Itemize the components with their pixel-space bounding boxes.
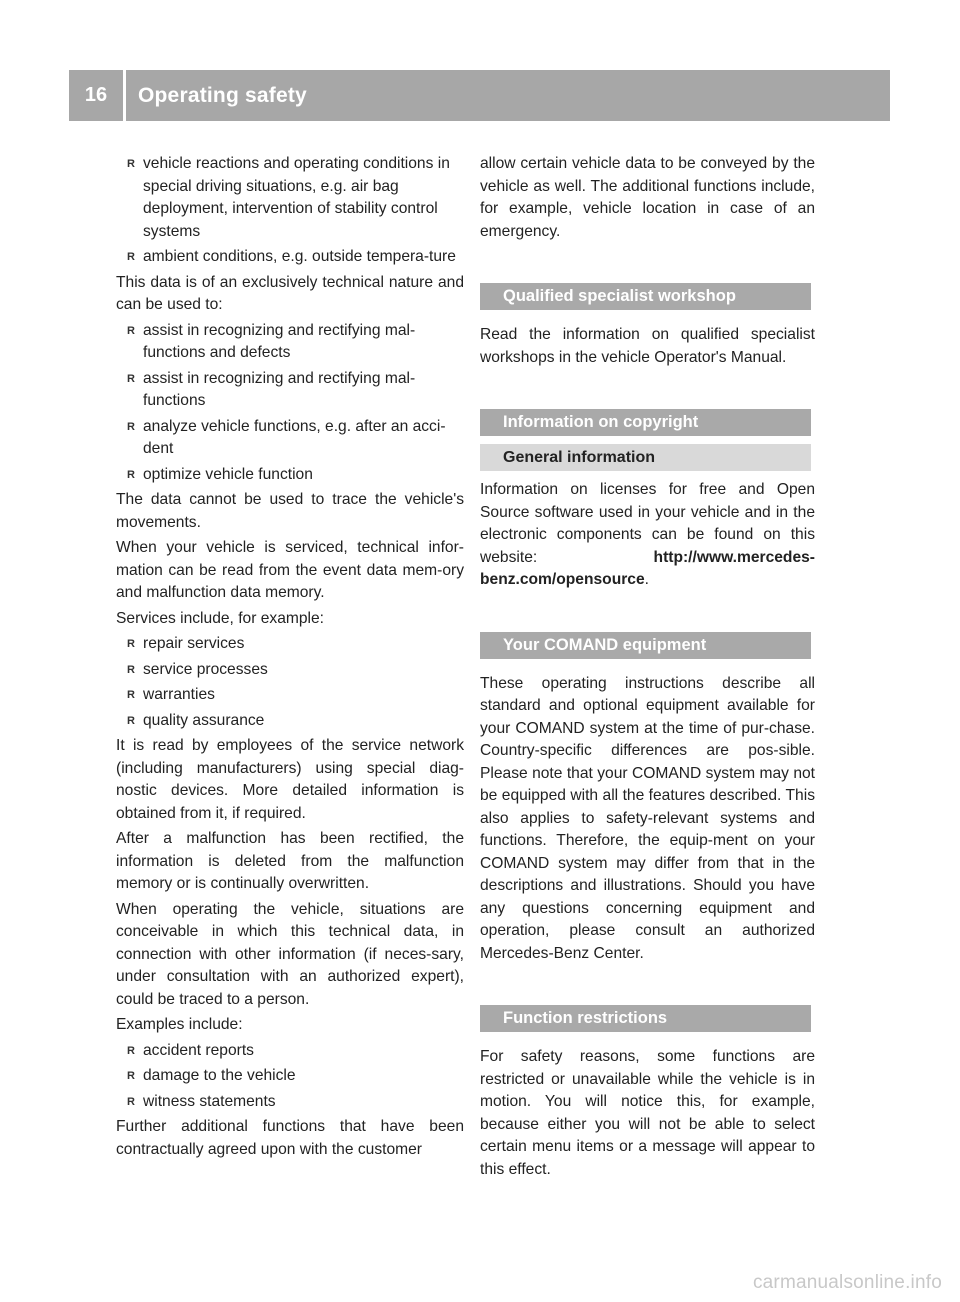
bullet-icon: R (127, 1095, 135, 1108)
list-item: R repair services (116, 633, 464, 656)
bullet-icon: R (127, 468, 135, 481)
bullet-icon: R (127, 251, 135, 263)
bullet-icon: R (127, 638, 135, 650)
paragraph: Read the information on qualified specialist workshops in the vehicle Operator's Manual. (480, 326, 815, 366)
bullet-icon: R (127, 420, 135, 433)
paragraph: Information on licenses for free and Open Source software used in your vehicle and in the electronic components can be found on this website: http://www.mercedes-benz.com/opensource. (480, 481, 815, 588)
section-heading-equipment: Your COMAND equipment (480, 632, 811, 659)
subsection-heading-general: General information (480, 444, 811, 471)
bullet-icon: R (127, 689, 135, 701)
list-item: R analyze vehicle functions, e.g. after an acci-dent (127, 417, 446, 457)
list-item: R optimize vehicle function (116, 464, 464, 487)
watermark: carmanualsonline.info (752, 1272, 942, 1293)
page-number: 16 (69, 70, 126, 121)
right-column (480, 153, 815, 1184)
bullet-icon: R (127, 324, 135, 337)
left-column (116, 153, 464, 1164)
paragraph: These operating instructions describe all standard and optional equipment available for your COMAND system at the time of pur-chase. Country-specific differences are pos-sible. Please note that your COMAND system may not be equipped with all the features described. This also applies to safety-relevant systems and functions. Therefore, the equip-ment on your COMAND system may differ from that in the descriptions and illustrations. Should you have any questions concerning equipment and operation, please consult an authorized Mercedes-Benz Center. (480, 674, 815, 962)
opensource-link[interactable]: http://www.mercedes-benz.com/opensource (480, 548, 815, 588)
list-item: R assist in recognizing and rectifying mal-functions (127, 369, 416, 409)
list-item: R assist in recognizing and rectifying mal-functions and defects (127, 321, 416, 361)
page-header (69, 70, 890, 121)
list-item: R warranties (116, 684, 464, 707)
bullet-icon: R (127, 663, 135, 676)
bullet-icon: R (127, 714, 135, 727)
list-item: R vehicle reactions and operating conditions in special driving situations, e.g. air bag deployment, intervention of stability control systems (127, 155, 450, 240)
bullet-icon: R (127, 1070, 135, 1082)
paragraph: allow certain vehicle data to be conveyed by the vehicle as well. The additional functions include, for example, vehicle location in case of an emergency. (480, 155, 815, 240)
section-heading-restrictions: Function restrictions (480, 1005, 811, 1032)
paragraph: This data is of an exclusively technical nature and can be used to: (116, 273, 464, 313)
paragraph: It is read by employees of the service network (including manufacturers) using special diag-nostic devices. More detailed information is obtained from it, if required. (116, 737, 464, 822)
chapter-title: Operating safety (138, 83, 307, 107)
paragraph: When operating the vehicle, situations are conceivable in which this technical data, in connection with other information (if neces-sary, under consultation with an authorized expert), could be traced to a person. (116, 900, 464, 1008)
list-item: R ambient conditions, e.g. outside tempera-ture (116, 246, 464, 269)
paragraph: For safety reasons, some functions are restricted or unavailable while the vehicle is in motion. You will notice this, for example, because either you will not be able to select certain menu items or a message will appear to this effect. (480, 1048, 815, 1178)
paragraph: Examples include: (116, 1016, 243, 1033)
list-item: R accident reports (116, 1040, 464, 1063)
list-item: R damage to the vehicle (116, 1065, 464, 1088)
section-heading-copyright: Information on copyright (480, 409, 811, 436)
list-item: R service processes (116, 659, 464, 682)
paragraph: The data cannot be used to trace the vehicle's movements. (116, 491, 464, 531)
paragraph: Further additional functions that have been contractually agreed upon with the customer (116, 1118, 464, 1158)
bullet-icon: R (127, 372, 135, 385)
paragraph: Services include, for example: (116, 609, 325, 627)
section-heading-workshop: Qualified specialist workshop (480, 283, 811, 310)
paragraph: After a malfunction has been rectified, the information is deleted from the malfunction memory or is continually overwritten. (116, 830, 464, 892)
list-item: R quality assurance (116, 710, 464, 733)
list-item: R witness statements (116, 1091, 464, 1114)
bullet-icon: R (127, 158, 135, 170)
paragraph: When your vehicle is serviced, technical infor-mation can be read from the event data mem-ory and malfunction data memory. (116, 539, 464, 601)
bullet-icon: R (127, 1044, 135, 1057)
